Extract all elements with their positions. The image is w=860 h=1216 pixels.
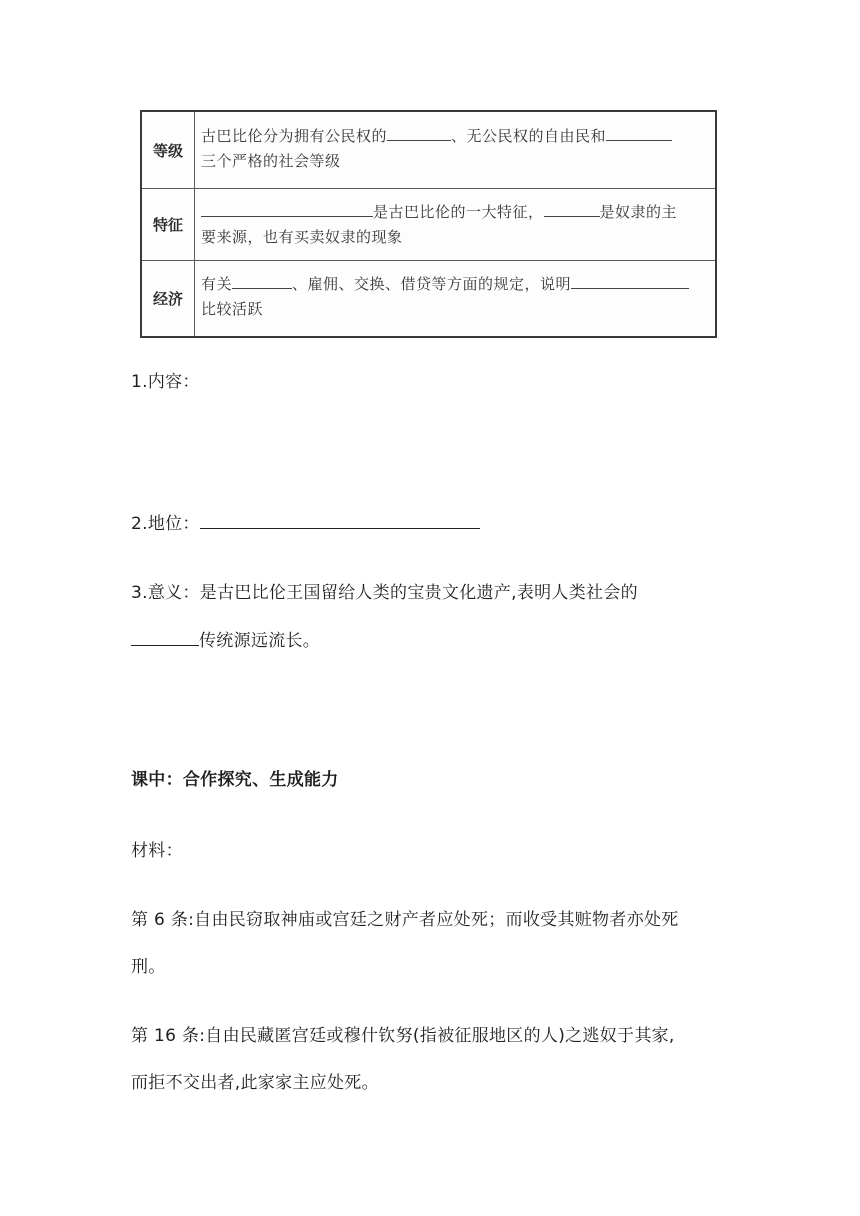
text-segment: 是古巴比伦的一大特征， xyxy=(373,203,544,221)
status-label: 2.地位： xyxy=(131,514,200,534)
blank-line xyxy=(571,272,689,289)
content-line: 要来源，也有买卖奴隶的现象 xyxy=(201,228,403,246)
text-segment: 、雇佣、交换、借贷等方面的规定，说明 xyxy=(292,275,572,293)
row-content-feature xyxy=(195,188,715,260)
content-label: 1.内容： xyxy=(131,372,200,392)
meaning-text: 传统源远流长。 xyxy=(199,631,321,651)
row-header-rank: 等级 xyxy=(142,112,195,188)
row-header-feature: 特征 xyxy=(142,188,195,260)
table-row-feature xyxy=(142,188,715,261)
article-16-line-2: 而拒不交出者,此家家主应处死。 xyxy=(131,1073,379,1093)
content-line: 三个严格的社会等级 xyxy=(201,152,341,170)
blank-line xyxy=(544,200,600,217)
article-6-line-2: 刑。 xyxy=(131,957,166,977)
content-line xyxy=(201,124,709,149)
text-segment: 、无公民权的自由民和 xyxy=(451,127,607,145)
content-line xyxy=(201,200,709,225)
table-row-rank xyxy=(142,112,715,189)
row-content-rank xyxy=(195,112,715,188)
section-title: 课中：合作探究、生成能力 xyxy=(131,770,339,790)
answer-blank xyxy=(200,510,480,529)
content-line xyxy=(201,272,709,297)
meaning-line-1: 3.意义：是古巴比伦王国留给人类的宝贵文化遗产,表明人类社会的 xyxy=(131,583,638,603)
table-row-economy xyxy=(142,260,715,336)
article-16-line-1: 第 16 条:自由民藏匿宫廷或穆什钦努(指被征服地区的人)之逃奴于其家, xyxy=(131,1026,675,1046)
blank-line xyxy=(606,124,672,141)
answer-blank xyxy=(131,627,199,646)
content-line: 比较活跃 xyxy=(201,300,264,318)
fill-in-table xyxy=(140,110,717,338)
blank-line xyxy=(201,200,373,217)
text-segment: 有关 xyxy=(201,275,233,293)
blank-line xyxy=(387,124,451,141)
blank-line xyxy=(232,272,292,289)
meaning-line-2 xyxy=(131,626,320,651)
article-6-line-1: 第 6 条:自由民窃取神庙或宫廷之财产者应处死；而收受其赃物者亦处死 xyxy=(131,910,679,930)
row-content-economy xyxy=(195,260,715,336)
material-label: 材料： xyxy=(131,841,183,861)
row-header-economy: 经济 xyxy=(142,260,195,336)
status-line xyxy=(131,509,480,534)
text-segment: 古巴比伦分为拥有公民权的 xyxy=(201,127,388,145)
text-segment: 是奴隶的主 xyxy=(599,203,678,221)
